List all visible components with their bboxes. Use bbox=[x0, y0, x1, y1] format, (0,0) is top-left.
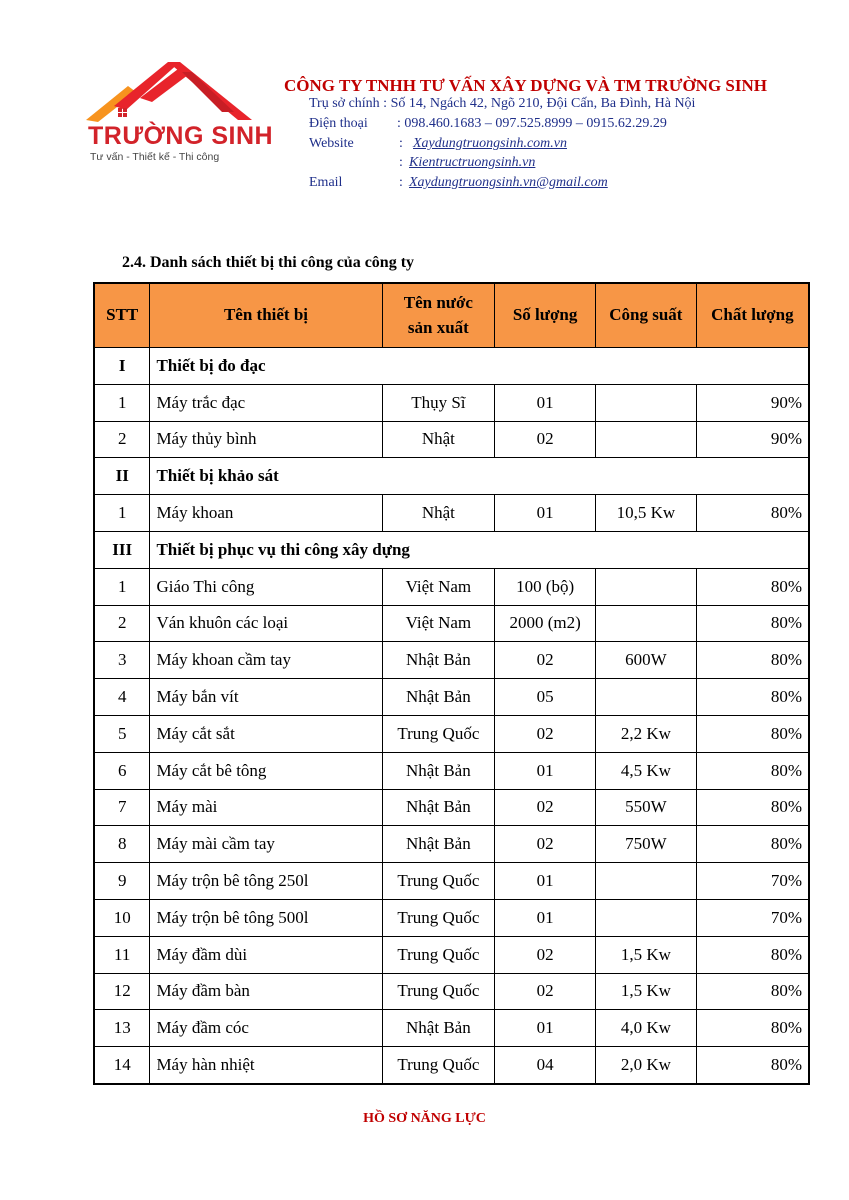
cell-name: Máy mài bbox=[150, 789, 382, 826]
cell-stt: 7 bbox=[94, 789, 150, 826]
cell-quality: 70% bbox=[696, 899, 809, 936]
section-heading: 2.4. Danh sách thiết bị thi công của công ty bbox=[122, 254, 415, 271]
table-row bbox=[94, 899, 809, 936]
table-group-row bbox=[94, 348, 809, 385]
cell-origin: Nhật Bản bbox=[382, 679, 495, 716]
email-link[interactable]: Xaydungtruongsinh.vn@gmail.com bbox=[409, 175, 608, 190]
table-header-row bbox=[94, 283, 809, 348]
phone-label: Điện thoại bbox=[309, 116, 368, 131]
cell-stt: 11 bbox=[94, 936, 150, 973]
cell-quality: 80% bbox=[696, 936, 809, 973]
cell-origin: Trung Quốc bbox=[382, 899, 495, 936]
group-roman: II bbox=[94, 458, 150, 495]
cell-quantity: 01 bbox=[495, 1010, 596, 1047]
cell-power: 4,0 Kw bbox=[595, 1010, 696, 1047]
header-power: Công suất bbox=[595, 283, 696, 348]
cell-name: Máy đầm cóc bbox=[150, 1010, 382, 1047]
header-quantity: Số lượng bbox=[495, 283, 596, 348]
cell-power: 1,5 Kw bbox=[595, 973, 696, 1010]
company-phone bbox=[309, 116, 667, 132]
cell-quality: 70% bbox=[696, 863, 809, 900]
cell-power bbox=[595, 384, 696, 421]
cell-quantity: 02 bbox=[495, 973, 596, 1010]
cell-power bbox=[595, 568, 696, 605]
cell-quality: 80% bbox=[696, 715, 809, 752]
cell-quantity: 02 bbox=[495, 642, 596, 679]
cell-name: Máy khoan cầm tay bbox=[150, 642, 382, 679]
roof-logo-icon bbox=[84, 58, 260, 128]
table-group-row bbox=[94, 458, 809, 495]
group-title: Thiết bị đo đạc bbox=[150, 348, 809, 385]
table-row bbox=[94, 826, 809, 863]
cell-origin: Việt Nam bbox=[382, 568, 495, 605]
cell-power bbox=[595, 899, 696, 936]
cell-origin: Nhật bbox=[382, 495, 495, 532]
cell-name: Giáo Thi công bbox=[150, 568, 382, 605]
equipment-table bbox=[93, 282, 810, 1085]
cell-power: 550W bbox=[595, 789, 696, 826]
cell-name: Máy đầm bàn bbox=[150, 973, 382, 1010]
table-row bbox=[94, 642, 809, 679]
cell-quality: 80% bbox=[696, 568, 809, 605]
logo-name: TRƯỜNG SINH bbox=[88, 122, 274, 150]
table-group-row bbox=[94, 531, 809, 568]
website-sep: : bbox=[399, 136, 403, 151]
cell-quantity: 2000 (m2) bbox=[495, 605, 596, 642]
phone-value: : 098.460.1683 – 097.525.8999 – 0915.62.29.29 bbox=[397, 116, 667, 131]
group-title: Thiết bị khảo sát bbox=[150, 458, 809, 495]
header-quality: Chất lượng bbox=[696, 283, 809, 348]
cell-name: Máy cắt bê tông bbox=[150, 752, 382, 789]
cell-stt: 8 bbox=[94, 826, 150, 863]
cell-quality: 80% bbox=[696, 679, 809, 716]
company-website bbox=[309, 136, 567, 152]
cell-quantity: 02 bbox=[495, 421, 596, 458]
cell-power bbox=[595, 421, 696, 458]
cell-power: 2,2 Kw bbox=[595, 715, 696, 752]
cell-quantity: 02 bbox=[495, 936, 596, 973]
cell-stt: 5 bbox=[94, 715, 150, 752]
table-row bbox=[94, 605, 809, 642]
website-label: Website bbox=[309, 136, 354, 151]
cell-quality: 80% bbox=[696, 1047, 809, 1084]
table-row bbox=[94, 679, 809, 716]
cell-quality: 80% bbox=[696, 495, 809, 532]
cell-power: 750W bbox=[595, 826, 696, 863]
cell-origin: Trung Quốc bbox=[382, 973, 495, 1010]
cell-name: Máy cắt sắt bbox=[150, 715, 382, 752]
cell-stt: 3 bbox=[94, 642, 150, 679]
cell-origin: Nhật Bản bbox=[382, 642, 495, 679]
table-row bbox=[94, 863, 809, 900]
table-row bbox=[94, 495, 809, 532]
cell-name: Máy mài cầm tay bbox=[150, 826, 382, 863]
cell-power: 600W bbox=[595, 642, 696, 679]
table-row bbox=[94, 568, 809, 605]
header-origin bbox=[382, 283, 495, 348]
table-row bbox=[94, 973, 809, 1010]
cell-quality: 80% bbox=[696, 826, 809, 863]
cell-name: Máy khoan bbox=[150, 495, 382, 532]
email-label: Email bbox=[309, 175, 343, 190]
company-website-2 bbox=[399, 155, 535, 171]
cell-name: Máy trộn bê tông 250l bbox=[150, 863, 382, 900]
cell-origin: Nhật Bản bbox=[382, 1010, 495, 1047]
company-name: CÔNG TY TNHH TƯ VẤN XÂY DỰNG VÀ TM TRƯỜNG SINH bbox=[284, 76, 767, 95]
address-label: Trụ sở chính : bbox=[309, 96, 388, 111]
cell-origin: Nhật Bản bbox=[382, 789, 495, 826]
email-sep: : bbox=[399, 175, 403, 190]
cell-quality: 80% bbox=[696, 1010, 809, 1047]
cell-quantity: 01 bbox=[495, 495, 596, 532]
cell-quantity: 01 bbox=[495, 863, 596, 900]
cell-quantity: 01 bbox=[495, 899, 596, 936]
cell-origin: Nhật Bản bbox=[382, 826, 495, 863]
cell-quality: 80% bbox=[696, 752, 809, 789]
cell-name: Ván khuôn các loại bbox=[150, 605, 382, 642]
header-name: Tên thiết bị bbox=[150, 283, 382, 348]
cell-stt: 2 bbox=[94, 421, 150, 458]
header-stt: STT bbox=[94, 283, 150, 348]
cell-origin: Trung Quốc bbox=[382, 863, 495, 900]
website-link-2[interactable]: Kientructruongsinh.vn bbox=[409, 155, 536, 170]
cell-quantity: 100 (bộ) bbox=[495, 568, 596, 605]
cell-stt: 13 bbox=[94, 1010, 150, 1047]
cell-stt: 1 bbox=[94, 384, 150, 421]
cell-quality: 80% bbox=[696, 789, 809, 826]
group-title: Thiết bị phục vụ thi công xây dựng bbox=[150, 531, 809, 568]
cell-origin: Nhật bbox=[382, 421, 495, 458]
cell-quantity: 01 bbox=[495, 384, 596, 421]
logo-tagline: Tư vấn - Thiết kế - Thi công bbox=[90, 151, 220, 163]
company-email bbox=[309, 175, 608, 191]
cell-power: 10,5 Kw bbox=[595, 495, 696, 532]
cell-power: 4,5 Kw bbox=[595, 752, 696, 789]
cell-name: Máy đầm dùi bbox=[150, 936, 382, 973]
table-row bbox=[94, 789, 809, 826]
cell-stt: 6 bbox=[94, 752, 150, 789]
table-body bbox=[94, 348, 809, 1084]
cell-power bbox=[595, 679, 696, 716]
table-row bbox=[94, 752, 809, 789]
cell-quantity: 02 bbox=[495, 789, 596, 826]
table-row bbox=[94, 936, 809, 973]
table-row bbox=[94, 1047, 809, 1084]
website2-sep: : bbox=[399, 155, 403, 170]
cell-origin: Thụy Sĩ bbox=[382, 384, 495, 421]
table-row bbox=[94, 715, 809, 752]
cell-stt: 4 bbox=[94, 679, 150, 716]
cell-name: Máy trộn bê tông 500l bbox=[150, 899, 382, 936]
cell-name: Máy trắc đạc bbox=[150, 384, 382, 421]
table-row bbox=[94, 384, 809, 421]
cell-power: 1,5 Kw bbox=[595, 936, 696, 973]
table-row bbox=[94, 1010, 809, 1047]
company-address bbox=[309, 96, 695, 112]
cell-quantity: 02 bbox=[495, 826, 596, 863]
cell-power: 2,0 Kw bbox=[595, 1047, 696, 1084]
cell-stt: 12 bbox=[94, 973, 150, 1010]
website-link-1[interactable]: Xaydungtruongsinh.com.vn bbox=[413, 136, 567, 151]
cell-origin: Trung Quốc bbox=[382, 715, 495, 752]
cell-origin: Trung Quốc bbox=[382, 1047, 495, 1084]
table-row bbox=[94, 421, 809, 458]
cell-name: Máy thủy bình bbox=[150, 421, 382, 458]
address-value: Số 14, Ngách 42, Ngõ 210, Đội Cấn, Ba Đình, Hà Nội bbox=[390, 96, 696, 111]
cell-stt: 1 bbox=[94, 568, 150, 605]
header-origin-line2: sản xuất bbox=[407, 317, 469, 337]
cell-quality: 90% bbox=[696, 421, 809, 458]
cell-origin: Việt Nam bbox=[382, 605, 495, 642]
cell-origin: Trung Quốc bbox=[382, 936, 495, 973]
cell-name: Máy hàn nhiệt bbox=[150, 1047, 382, 1084]
cell-stt: 10 bbox=[94, 899, 150, 936]
cell-quality: 80% bbox=[696, 605, 809, 642]
header-origin-line1: Tên nước bbox=[403, 292, 473, 312]
group-roman: I bbox=[94, 348, 150, 385]
cell-power bbox=[595, 863, 696, 900]
cell-quality: 90% bbox=[696, 384, 809, 421]
cell-stt: 2 bbox=[94, 605, 150, 642]
cell-quantity: 04 bbox=[495, 1047, 596, 1084]
cell-quantity: 01 bbox=[495, 752, 596, 789]
cell-stt: 9 bbox=[94, 863, 150, 900]
group-roman: III bbox=[94, 531, 150, 568]
cell-stt: 14 bbox=[94, 1047, 150, 1084]
company-logo bbox=[84, 58, 274, 168]
cell-quantity: 05 bbox=[495, 679, 596, 716]
cell-power bbox=[595, 605, 696, 642]
cell-name: Máy bắn vít bbox=[150, 679, 382, 716]
cell-stt: 1 bbox=[94, 495, 150, 532]
cell-quantity: 02 bbox=[495, 715, 596, 752]
cell-quality: 80% bbox=[696, 973, 809, 1010]
page-footer: HỒ SƠ NĂNG LỰC bbox=[363, 1111, 486, 1126]
cell-quality: 80% bbox=[696, 642, 809, 679]
cell-origin: Nhật Bản bbox=[382, 752, 495, 789]
